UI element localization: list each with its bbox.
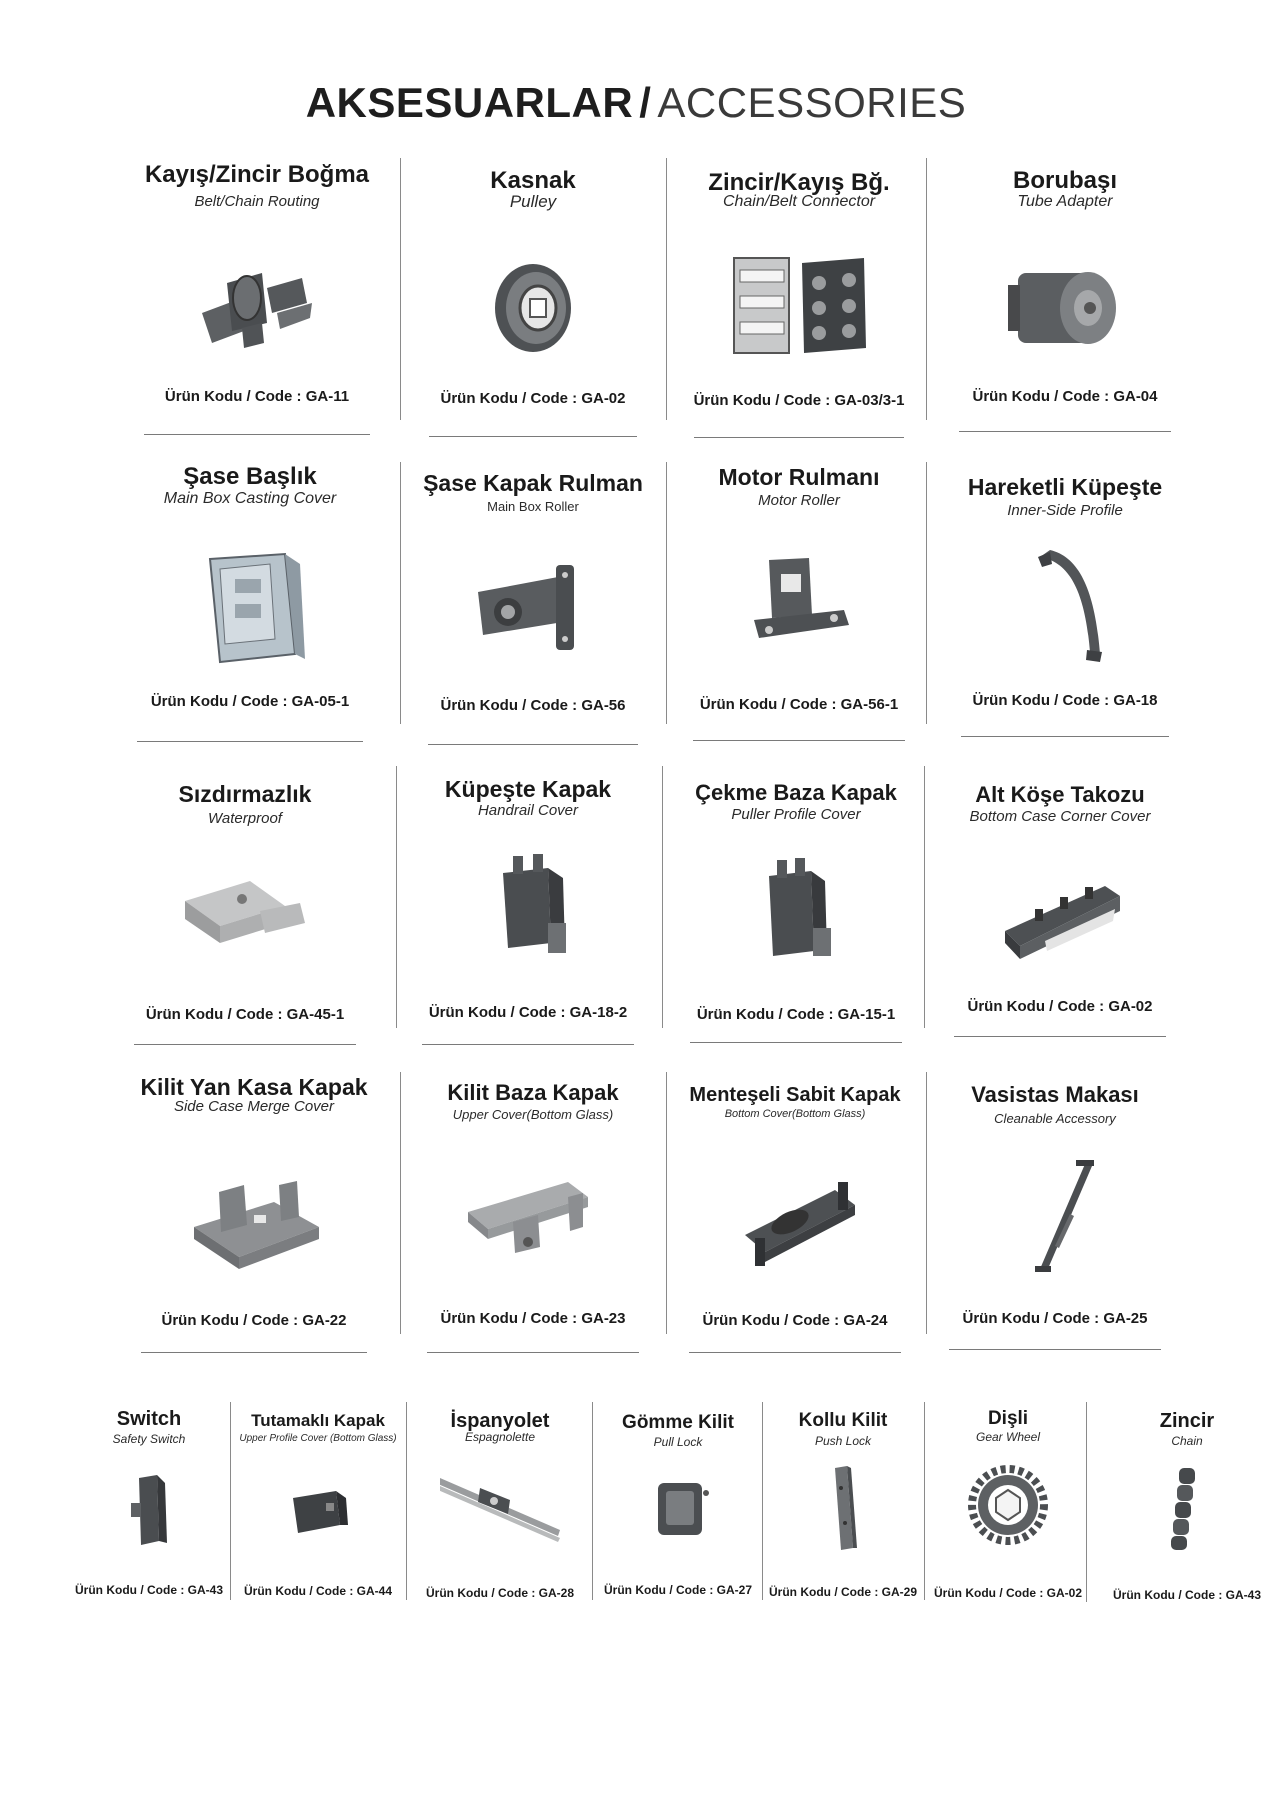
product-name: Kayış/Zincir Boğma	[144, 161, 370, 188]
column-divider	[400, 158, 401, 420]
page-title-en: ACCESSORIES	[657, 79, 967, 126]
belt-routing-icon	[182, 243, 332, 373]
product-name: Gömme Kilit	[622, 1412, 734, 1433]
product-code: Ürün Kodu / Code : GA-22	[161, 1312, 347, 1329]
column-divider	[926, 158, 927, 420]
hinged-cover-icon	[720, 1160, 870, 1290]
upper-cover-icon	[458, 1157, 608, 1287]
card-underline	[429, 436, 637, 437]
column-divider	[666, 158, 667, 420]
inner-profile-icon	[990, 542, 1140, 672]
product-code: Ürün Kodu / Code : GA-18	[972, 692, 1158, 709]
tube-adapter-icon	[990, 243, 1140, 373]
box-roller-icon	[458, 547, 608, 677]
card-underline	[141, 1352, 367, 1353]
card-underline	[693, 740, 905, 741]
column-divider	[926, 1072, 927, 1334]
card-underline	[144, 434, 370, 435]
product-card-ga-43-chain[interactable]	[1102, 1408, 1272, 1628]
product-code: Ürün Kodu / Code : GA-28	[426, 1586, 574, 1600]
product-code: Ürün Kodu / Code : GA-05-1	[150, 693, 350, 710]
card-underline	[428, 744, 638, 745]
side-case-cover-icon	[179, 1157, 329, 1287]
pull-lock-icon	[618, 1463, 738, 1553]
product-code: Ürün Kodu / Code : GA-45-1	[145, 1006, 345, 1023]
product-code: Ürün Kodu / Code : GA-24	[702, 1312, 888, 1329]
product-subtitle: Pulley	[509, 192, 557, 211]
product-code: Ürün Kodu / Code : GA-56	[440, 697, 626, 714]
product-code: Ürün Kodu / Code : GA-43	[1113, 1588, 1261, 1602]
column-divider	[406, 1402, 407, 1600]
product-code: Ürün Kodu / Code : GA-04	[972, 388, 1158, 405]
product-subtitle: Main Box Roller	[487, 499, 579, 514]
handle-cover-icon	[258, 1463, 378, 1553]
product-name: Şase Kapak Rulman	[423, 470, 643, 496]
product-code: Ürün Kodu / Code : GA-43	[75, 1583, 223, 1597]
product-name: Zincir	[1159, 1410, 1215, 1432]
product-card-ga-45-1[interactable]	[125, 766, 365, 1056]
product-card-ga-03[interactable]	[679, 158, 919, 448]
product-card-ga-05-1[interactable]	[130, 462, 370, 752]
espagnolette-icon	[440, 1458, 560, 1548]
column-divider	[662, 766, 663, 1028]
product-subtitle: Puller Profile Cover	[731, 806, 861, 823]
product-card-ga-18-2[interactable]	[408, 766, 648, 1056]
product-name: Menteşeli Sabit Kapak	[689, 1084, 901, 1106]
safety-switch-icon	[89, 1463, 209, 1553]
product-name: Tutamaklı Kapak	[251, 1411, 385, 1430]
product-subtitle: Main Box Casting Cover	[163, 490, 337, 507]
product-subtitle: Safety Switch	[112, 1432, 186, 1446]
product-card-ga-56-1[interactable]	[679, 462, 919, 752]
card-underline	[134, 1044, 356, 1045]
pulley-icon	[458, 243, 608, 373]
page-title	[0, 78, 1272, 128]
card-underline	[961, 736, 1169, 737]
product-name: Sızdırmazlık	[178, 781, 312, 807]
product-card-ga-27[interactable]	[593, 1408, 763, 1628]
product-subtitle: Belt/Chain Routing	[194, 193, 320, 210]
product-subtitle: Push Lock	[814, 1434, 872, 1448]
product-card-ga-02-corner[interactable]	[940, 766, 1180, 1056]
product-name: Kilit Baza Kapak	[447, 1080, 619, 1105]
product-subtitle: Chain	[1171, 1434, 1203, 1448]
product-name: Kollu Kilit	[798, 1410, 888, 1431]
product-subtitle: Inner-Side Profile	[1007, 502, 1123, 519]
product-card-ga-43-switch[interactable]	[64, 1408, 234, 1628]
card-underline	[427, 1352, 639, 1353]
product-name: İspanyolet	[450, 1410, 550, 1432]
handrail-cover-icon	[453, 848, 603, 978]
product-card-ga-29[interactable]	[758, 1408, 928, 1628]
product-subtitle: Waterproof	[208, 810, 282, 827]
column-divider	[666, 462, 667, 724]
product-name: Çekme Baza Kapak	[695, 780, 897, 805]
product-code: Ürün Kodu / Code : GA-02	[967, 998, 1153, 1015]
product-code: Ürün Kodu / Code : GA-25	[962, 1310, 1148, 1327]
product-name: Küpeşte Kapak	[444, 776, 612, 802]
product-name: Switch	[116, 1408, 182, 1430]
product-name: Alt Köşe Takozu	[975, 782, 1145, 807]
column-divider	[666, 1072, 667, 1334]
page-title-tr: AKSESUARLAR	[305, 79, 634, 126]
product-name: Kasnak	[490, 167, 576, 194]
column-divider	[400, 1072, 401, 1334]
product-code: Ürün Kodu / Code : GA-56-1	[699, 696, 899, 713]
product-card-ga-23[interactable]	[413, 1072, 653, 1362]
product-subtitle: Upper Cover(Bottom Glass)	[452, 1107, 614, 1122]
product-name: Vasistas Makası	[971, 1082, 1139, 1107]
product-subtitle: Gear Wheel	[975, 1430, 1041, 1444]
card-underline	[954, 1036, 1166, 1037]
card-underline	[959, 431, 1171, 432]
product-card-ga-28[interactable]	[415, 1408, 585, 1628]
product-subtitle: Tube Adapter	[1017, 193, 1113, 210]
card-underline	[689, 1352, 901, 1353]
product-code: Ürün Kodu / Code : GA-11	[164, 388, 350, 405]
push-lock-icon	[783, 1463, 903, 1553]
card-underline	[690, 1042, 902, 1043]
product-card-ga-56[interactable]	[413, 462, 653, 752]
product-code: Ürün Kodu / Code : GA-03/3-1	[693, 392, 905, 409]
card-underline	[422, 1044, 634, 1045]
product-code: Ürün Kodu / Code : GA-27	[604, 1583, 752, 1597]
product-name: Motor Rulmanı	[718, 464, 880, 490]
product-name: Şase Başlık	[183, 463, 317, 490]
product-card-ga-22[interactable]	[134, 1072, 374, 1362]
column-divider	[400, 462, 401, 724]
chain-connector-icon	[724, 248, 874, 378]
gear-wheel-icon	[948, 1460, 1068, 1550]
product-name: Dişli	[987, 1408, 1029, 1429]
card-underline	[137, 741, 363, 742]
product-subtitle: Cleanable Accessory	[994, 1111, 1116, 1126]
product-code: Ürün Kodu / Code : GA-44	[244, 1584, 392, 1598]
product-card-ga-02[interactable]	[413, 158, 653, 448]
product-subtitle: Pull Lock	[653, 1435, 703, 1449]
product-card-ga-15-1[interactable]	[676, 766, 916, 1056]
product-subtitle: Espagnolette	[464, 1430, 536, 1444]
product-subtitle: Bottom Cover(Bottom Glass)	[724, 1108, 866, 1120]
tilt-stay-icon	[980, 1154, 1130, 1284]
chain-icon	[1127, 1463, 1247, 1553]
card-underline	[694, 437, 904, 438]
product-name: Borubaşı	[1012, 167, 1117, 194]
product-code: Ürün Kodu / Code : GA-02	[440, 390, 626, 407]
product-code: Ürün Kodu / Code : GA-18-2	[428, 1004, 628, 1021]
product-card-ga-04[interactable]	[945, 158, 1185, 448]
motor-roller-icon	[724, 550, 874, 680]
corner-cover-icon	[985, 851, 1135, 981]
column-divider	[926, 462, 927, 724]
box-cover-icon	[175, 544, 325, 674]
column-divider	[924, 766, 925, 1028]
product-card-ga-11[interactable]	[137, 158, 377, 448]
product-card-ga-44[interactable]	[233, 1408, 403, 1628]
product-name: Hareketli Küpeşte	[967, 474, 1163, 500]
page-title-separator: /	[639, 79, 652, 126]
product-subtitle: Motor Roller	[758, 492, 840, 509]
card-underline	[949, 1349, 1161, 1350]
product-card-ga-18[interactable]	[945, 462, 1185, 752]
product-code: Ürün Kodu / Code : GA-23	[440, 1310, 626, 1327]
product-card-ga-02-gear[interactable]	[923, 1408, 1093, 1628]
product-subtitle: Bottom Case Corner Cover	[969, 808, 1151, 825]
column-divider	[396, 766, 397, 1028]
product-code: Ürün Kodu / Code : GA-29	[769, 1585, 917, 1599]
product-subtitle: Handrail Cover	[477, 802, 579, 819]
product-subtitle: Side Case Merge Cover	[173, 1098, 335, 1115]
product-card-ga-24[interactable]	[675, 1072, 915, 1362]
product-name: Zincir/Kayış Bğ.	[708, 169, 890, 196]
product-subtitle: Chain/Belt Connector	[722, 193, 876, 210]
product-code: Ürün Kodu / Code : GA-15-1	[696, 1006, 896, 1023]
product-subtitle: Upper Profile Cover (Bottom Glass)	[239, 1433, 397, 1444]
product-code: Ürün Kodu / Code : GA-02	[934, 1586, 1082, 1600]
product-name: Kilit Yan Kasa Kapak	[140, 1074, 368, 1100]
puller-cover-icon	[721, 856, 871, 986]
waterproof-icon	[170, 851, 320, 981]
product-card-ga-25[interactable]	[935, 1072, 1175, 1362]
